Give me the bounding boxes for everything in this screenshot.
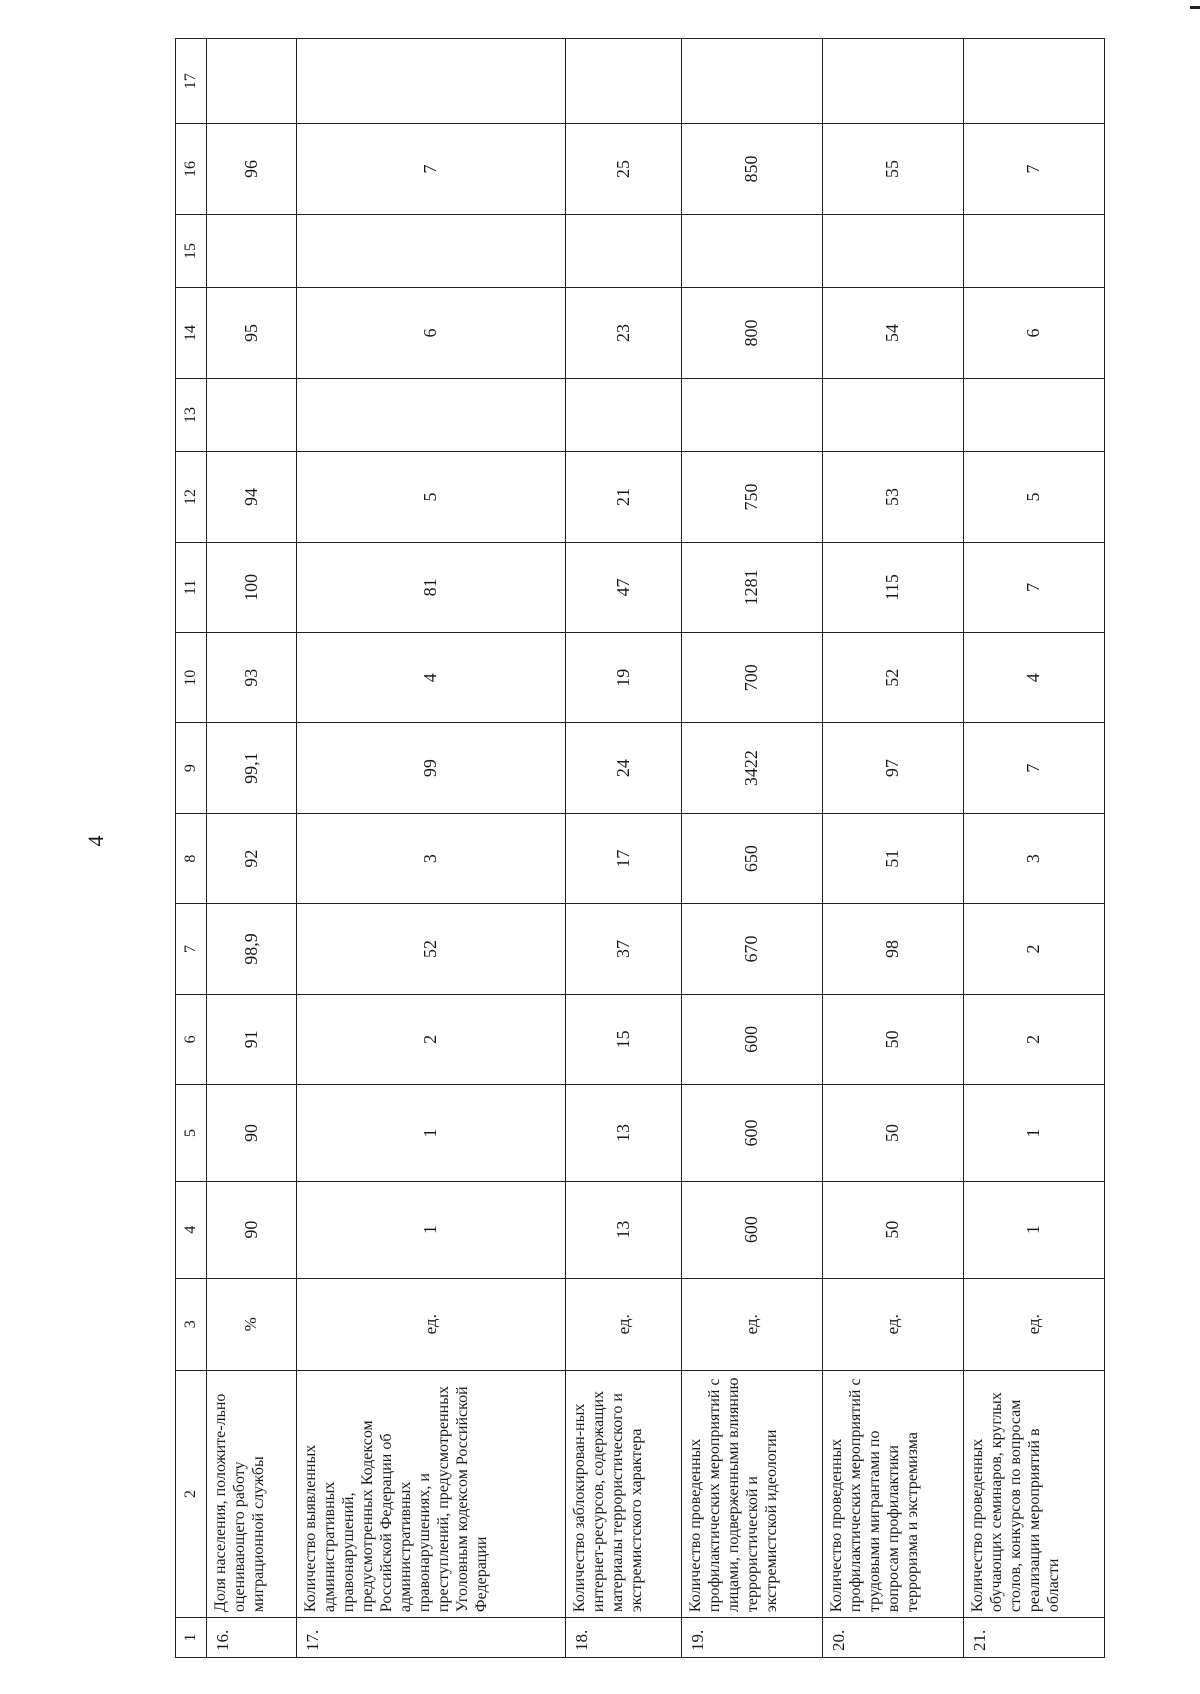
column-number-3: 3 bbox=[176, 1278, 207, 1371]
value-cell bbox=[207, 378, 297, 452]
value-cell: 3 bbox=[296, 813, 566, 903]
value-cell: 6 bbox=[296, 288, 566, 378]
column-number-15: 15 bbox=[176, 214, 207, 288]
value-cell bbox=[822, 39, 963, 124]
value-cell: 52 bbox=[296, 904, 566, 994]
column-number-6: 6 bbox=[176, 994, 207, 1084]
value-cell: 2 bbox=[963, 994, 1104, 1084]
row-number: 20. bbox=[822, 1618, 963, 1658]
value-cell: 90 bbox=[207, 1085, 297, 1182]
value-cell: 1 bbox=[296, 1181, 566, 1278]
row-number: 21. bbox=[963, 1618, 1104, 1658]
unit-cell: ед. bbox=[963, 1278, 1104, 1371]
value-cell: 23 bbox=[566, 288, 681, 378]
column-number-12: 12 bbox=[176, 452, 207, 542]
column-number-row bbox=[176, 39, 207, 1658]
value-cell: 47 bbox=[566, 542, 681, 632]
value-cell: 3422 bbox=[681, 723, 822, 813]
value-cell: 600 bbox=[681, 994, 822, 1084]
value-cell: 670 bbox=[681, 904, 822, 994]
value-cell: 800 bbox=[681, 288, 822, 378]
row-number: 17. bbox=[296, 1618, 566, 1658]
value-cell bbox=[963, 214, 1104, 288]
value-cell: 100 bbox=[207, 542, 297, 632]
value-cell: 50 bbox=[822, 1085, 963, 1182]
value-cell: 21 bbox=[566, 452, 681, 542]
value-cell: 95 bbox=[207, 288, 297, 378]
value-cell: 650 bbox=[681, 813, 822, 903]
column-number-8: 8 bbox=[176, 813, 207, 903]
value-cell: 7 bbox=[963, 542, 1104, 632]
value-cell: 750 bbox=[681, 452, 822, 542]
value-cell: 93 bbox=[207, 633, 297, 723]
value-cell: 92 bbox=[207, 813, 297, 903]
table-row bbox=[822, 39, 963, 1658]
value-cell: 96 bbox=[207, 124, 297, 214]
column-number-7: 7 bbox=[176, 904, 207, 994]
value-cell bbox=[681, 214, 822, 288]
value-cell: 55 bbox=[822, 124, 963, 214]
indicator-name: Количество заблокирован-ных интернет-ресурсов, содержащих материалы террористического и экстремистского характера bbox=[566, 1371, 681, 1618]
value-cell: 15 bbox=[566, 994, 681, 1084]
column-number-10: 10 bbox=[176, 633, 207, 723]
unit-cell: % bbox=[207, 1278, 297, 1371]
column-number-17: 17 bbox=[176, 39, 207, 124]
column-number-2: 2 bbox=[176, 1371, 207, 1618]
value-cell bbox=[681, 378, 822, 452]
value-cell: 2 bbox=[296, 994, 566, 1084]
indicator-name: Количество выявленных административных правонарушений, предусмотренных Кодексом Российской Федерации об административных правонарушениях, и преступлений, предусмотренных Уголовным кодексом Российской Федерации bbox=[296, 1371, 566, 1618]
table-body bbox=[176, 39, 1105, 1658]
value-cell: 54 bbox=[822, 288, 963, 378]
unit-cell: ед. bbox=[681, 1278, 822, 1371]
value-cell bbox=[822, 214, 963, 288]
value-cell bbox=[296, 214, 566, 288]
row-number: 19. bbox=[681, 1618, 822, 1658]
value-cell bbox=[963, 378, 1104, 452]
value-cell bbox=[566, 214, 681, 288]
table-row bbox=[963, 39, 1104, 1658]
page-number: 4 bbox=[83, 835, 108, 847]
value-cell: 600 bbox=[681, 1181, 822, 1278]
table-row bbox=[207, 39, 297, 1658]
value-cell bbox=[681, 39, 822, 124]
value-cell bbox=[207, 214, 297, 288]
table-row bbox=[681, 39, 822, 1658]
value-cell: 4 bbox=[296, 633, 566, 723]
value-cell: 1281 bbox=[681, 542, 822, 632]
value-cell: 50 bbox=[822, 1181, 963, 1278]
value-cell: 115 bbox=[822, 542, 963, 632]
value-cell: 1 bbox=[296, 1085, 566, 1182]
value-cell bbox=[566, 39, 681, 124]
value-cell bbox=[296, 378, 566, 452]
value-cell: 5 bbox=[296, 452, 566, 542]
column-number-1: 1 bbox=[176, 1618, 207, 1658]
value-cell bbox=[566, 378, 681, 452]
unit-cell: ед. bbox=[566, 1278, 681, 1371]
indicator-name: Количество проведенных обучающих семинаров, круглых столов, конкурсов по вопросам реализации мероприятий в области bbox=[963, 1371, 1104, 1618]
value-cell: 1 bbox=[963, 1181, 1104, 1278]
table-row bbox=[296, 39, 566, 1658]
value-cell: 5 bbox=[963, 452, 1104, 542]
value-cell: 1 bbox=[963, 1085, 1104, 1182]
value-cell: 7 bbox=[296, 124, 566, 214]
indicator-name: Количество проведенных профилактических мероприятий с трудовыми мигрантами по вопросам профилактики терроризма и экстремизма bbox=[822, 1371, 963, 1618]
value-cell: 17 bbox=[566, 813, 681, 903]
value-cell: 98,9 bbox=[207, 904, 297, 994]
value-cell: 7 bbox=[963, 124, 1104, 214]
column-number-16: 16 bbox=[176, 124, 207, 214]
column-number-14: 14 bbox=[176, 288, 207, 378]
scan-edge-mark bbox=[1190, 6, 1200, 9]
value-cell: 2 bbox=[963, 904, 1104, 994]
value-cell: 6 bbox=[963, 288, 1104, 378]
value-cell: 3 bbox=[963, 813, 1104, 903]
table-row bbox=[566, 39, 681, 1658]
value-cell: 51 bbox=[822, 813, 963, 903]
unit-cell: ед. bbox=[296, 1278, 566, 1371]
value-cell: 25 bbox=[566, 124, 681, 214]
row-number: 16. bbox=[207, 1618, 297, 1658]
indicator-name: Доля населения, положите-льно оценивающего работу миграционной службы bbox=[207, 1371, 297, 1618]
value-cell: 94 bbox=[207, 452, 297, 542]
value-cell: 13 bbox=[566, 1085, 681, 1182]
value-cell: 13 bbox=[566, 1181, 681, 1278]
indicator-name: Количество проведенных профилактических мероприятий с лицами, подверженными влиянию террористической и экстремистской идеологии bbox=[681, 1371, 822, 1618]
unit-cell: ед. bbox=[822, 1278, 963, 1371]
column-number-5: 5 bbox=[176, 1085, 207, 1182]
value-cell: 81 bbox=[296, 542, 566, 632]
value-cell: 700 bbox=[681, 633, 822, 723]
indicators-table-frame bbox=[175, 38, 1105, 1658]
column-number-13: 13 bbox=[176, 378, 207, 452]
value-cell bbox=[296, 39, 566, 124]
value-cell: 90 bbox=[207, 1181, 297, 1278]
value-cell bbox=[963, 39, 1104, 124]
value-cell bbox=[822, 378, 963, 452]
value-cell: 7 bbox=[963, 723, 1104, 813]
value-cell: 91 bbox=[207, 994, 297, 1084]
value-cell: 24 bbox=[566, 723, 681, 813]
value-cell bbox=[207, 39, 297, 124]
value-cell: 53 bbox=[822, 452, 963, 542]
value-cell: 99,1 bbox=[207, 723, 297, 813]
value-cell: 4 bbox=[963, 633, 1104, 723]
value-cell: 19 bbox=[566, 633, 681, 723]
column-number-9: 9 bbox=[176, 723, 207, 813]
column-number-4: 4 bbox=[176, 1181, 207, 1278]
value-cell: 600 bbox=[681, 1085, 822, 1182]
value-cell: 98 bbox=[822, 904, 963, 994]
value-cell: 97 bbox=[822, 723, 963, 813]
value-cell: 50 bbox=[822, 994, 963, 1084]
value-cell: 37 bbox=[566, 904, 681, 994]
value-cell: 99 bbox=[296, 723, 566, 813]
value-cell: 52 bbox=[822, 633, 963, 723]
row-number: 18. bbox=[566, 1618, 681, 1658]
column-number-11: 11 bbox=[176, 542, 207, 632]
indicators-table bbox=[175, 38, 1105, 1658]
value-cell: 850 bbox=[681, 124, 822, 214]
